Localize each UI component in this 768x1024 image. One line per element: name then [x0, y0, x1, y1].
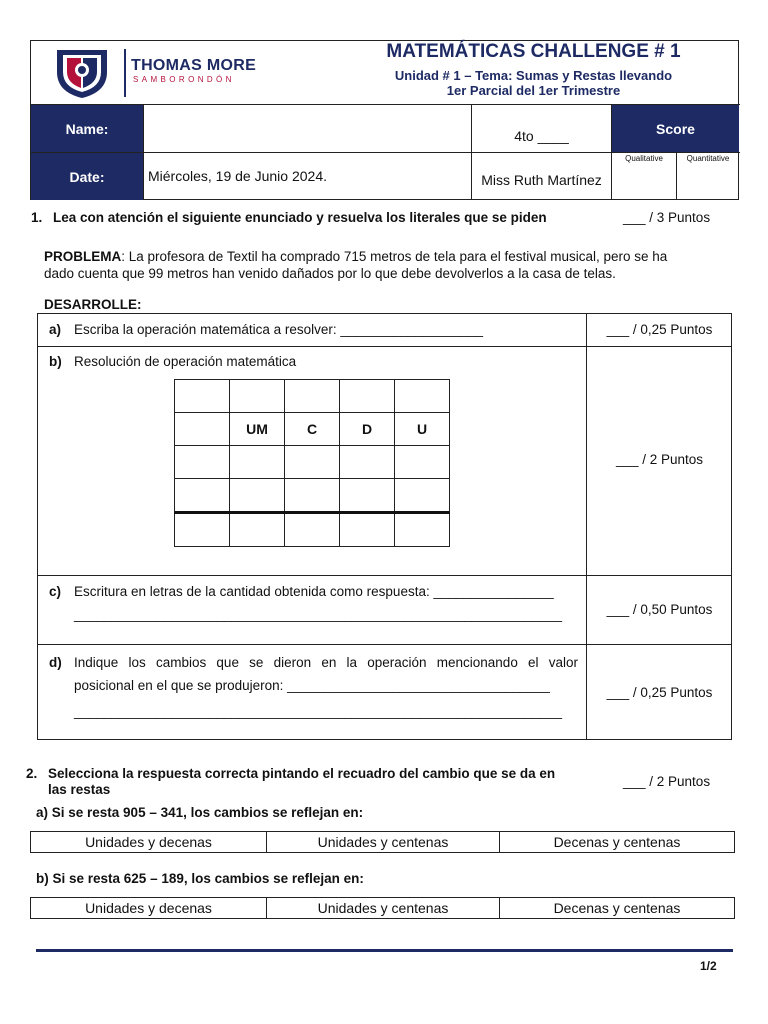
place-cell[interactable] — [175, 446, 230, 479]
q2-item-a: a) Si se resta 905 – 341, los cambios se reflejan en: — [36, 805, 364, 820]
divider — [586, 313, 587, 740]
place-cell[interactable] — [340, 446, 395, 479]
place-value-table[interactable] — [174, 379, 450, 547]
place-cell[interactable] — [230, 479, 285, 513]
problem-statement — [44, 248, 724, 282]
item-a-text: Escriba la operación matemática a resolver: ___________________ — [74, 322, 484, 337]
place-header-u: U — [395, 413, 450, 446]
option-units-tens[interactable]: Unidades y decenas — [85, 834, 212, 850]
q2-b-options — [30, 897, 735, 919]
q1-instruction: Lea con atención el siguiente enunciado y resuelva los literales que se piden — [53, 210, 547, 225]
place-header-c: C — [285, 413, 340, 446]
place-cell[interactable] — [175, 413, 230, 446]
place-cell[interactable] — [285, 513, 340, 547]
divider — [37, 575, 732, 576]
place-cell[interactable] — [230, 446, 285, 479]
item-d-text-2: posicional en el que se produjeron: ___________________________________ — [74, 678, 550, 693]
place-cell[interactable] — [175, 513, 230, 547]
divider — [37, 346, 732, 347]
place-cell[interactable] — [395, 380, 450, 413]
quantitative-label: Quantitative — [686, 154, 730, 163]
date-value: Miércoles, 19 de Junio 2024. — [148, 168, 327, 184]
name-field[interactable] — [144, 105, 471, 152]
quantitative-score-field[interactable] — [678, 165, 738, 199]
logo-area — [31, 41, 326, 104]
place-cell[interactable] — [230, 380, 285, 413]
option-units-hundreds[interactable]: Unidades y centenas — [266, 898, 499, 918]
place-cell[interactable] — [175, 479, 230, 513]
option-tens-hundreds[interactable]: Decenas y centenas — [499, 832, 734, 852]
place-cell[interactable] — [340, 479, 395, 513]
place-cell[interactable] — [395, 513, 450, 547]
problem-text-2: dado cuenta que 99 metros han venido dañados por lo que debe devolverlos a la casa de telas. — [44, 266, 616, 281]
subtitle-term: 1er Parcial del 1er Trimestre — [446, 83, 621, 98]
teacher-name: Miss Ruth Martínez — [481, 172, 602, 188]
q2-number: 2. — [26, 766, 38, 781]
q2-a-options — [30, 831, 735, 853]
place-header-um: UM — [230, 413, 285, 446]
header-box — [30, 40, 739, 200]
problem-text: : La profesora de Textil ha comprado 715 metros de tela para el festival musical, pero se ha — [121, 249, 668, 264]
item-d-text: Indique los cambios que se dieron en la operación mencionando el valor — [74, 655, 578, 670]
subtitle-unit: Unidad # 1 – Tema: Sumas y Restas llevando — [394, 68, 673, 83]
item-b-text: Resolución de operación matemática — [74, 354, 297, 369]
place-cell[interactable] — [175, 380, 230, 413]
q2-instruction: Selecciona la respuesta correcta pintando el recuadro del cambio que se da en las restas — [48, 766, 556, 797]
q2-points: ___ / 2 Puntos — [623, 774, 711, 789]
name-label: Name: — [31, 105, 143, 152]
place-cell[interactable] — [340, 380, 395, 413]
place-cell[interactable] — [285, 446, 340, 479]
school-name: THOMAS MORE — [131, 57, 257, 74]
item-d-points: ___ / 0,25 Puntos — [606, 685, 713, 700]
item-c-letter: c) — [49, 584, 62, 599]
q1-number: 1. — [31, 210, 43, 225]
item-b-points: ___ / 2 Puntos — [615, 452, 704, 467]
problem-label: PROBLEMA — [44, 249, 122, 264]
place-cell[interactable] — [340, 513, 395, 547]
qualitative-score-field[interactable] — [613, 165, 675, 199]
school-location: SAMBORONDÓN — [133, 75, 235, 84]
score-label: Score — [612, 105, 739, 152]
place-cell[interactable] — [395, 479, 450, 513]
school-shield-icon — [53, 46, 111, 100]
logo-divider — [124, 49, 126, 97]
option-units-hundreds[interactable]: Unidades y centenas — [266, 832, 499, 852]
date-label: Date: — [31, 153, 143, 200]
item-d-answer-line[interactable]: _________________________________________________________________ — [74, 704, 563, 719]
place-cell[interactable] — [230, 513, 285, 547]
qualitative-label: Qualitative — [625, 154, 663, 163]
divider — [37, 644, 732, 645]
footer-rule — [36, 949, 733, 952]
page-title: MATEMÁTICAS CHALLENGE # 1 — [386, 41, 681, 62]
item-a-points: ___ / 0,25 Puntos — [606, 322, 713, 337]
item-a-letter: a) — [49, 322, 62, 337]
q2-item-b: b) Si se resta 625 – 189, los cambios se reflejan en: — [36, 871, 364, 886]
item-d-letter: d) — [49, 655, 62, 670]
option-tens-hundreds[interactable]: Decenas y centenas — [499, 898, 734, 918]
item-c-points: ___ / 0,50 Puntos — [606, 602, 713, 617]
grade-field[interactable]: 4to ____ — [514, 128, 569, 144]
place-cell[interactable] — [395, 446, 450, 479]
item-c-answer-line[interactable]: _________________________________________________________________ — [74, 607, 563, 622]
item-c-text: Escritura en letras de la cantidad obtenida como respuesta: ________________ — [74, 584, 554, 599]
place-cell[interactable] — [285, 479, 340, 513]
option-units-tens[interactable]: Unidades y decenas — [85, 900, 212, 916]
q1-points: ___ / 3 Puntos — [623, 210, 711, 225]
develop-heading: DESARROLLE: — [44, 297, 142, 312]
page-number: 1/2 — [700, 959, 717, 973]
place-cell[interactable] — [285, 380, 340, 413]
place-header-d: D — [340, 413, 395, 446]
item-b-letter: b) — [49, 354, 62, 369]
